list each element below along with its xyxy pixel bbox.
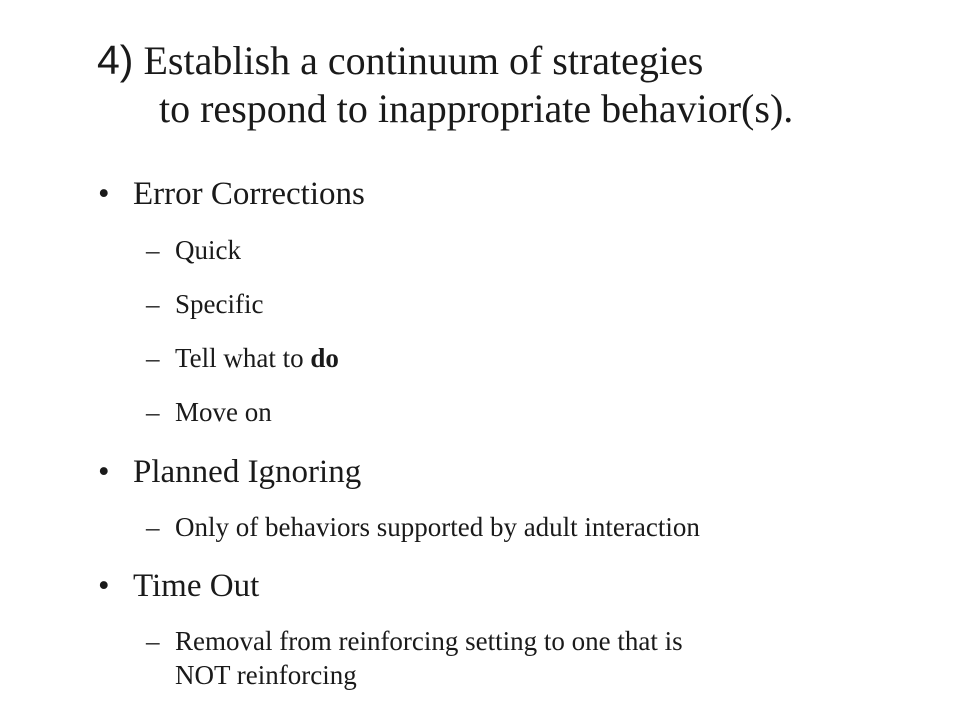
dash-icon: – (146, 289, 160, 319)
bullet-icon: • (98, 568, 110, 604)
dash-icon: – (146, 343, 160, 373)
title-line-1: Establish a continuum of strategies (143, 38, 704, 83)
bullet-heading: Error Corrections (133, 176, 365, 212)
sub-item-text: Move on (175, 397, 272, 427)
sub-item-text: Only of behaviors supported by adult interaction (175, 512, 700, 542)
emphasis-word: do (310, 343, 339, 373)
sub-item-specific (146, 287, 926, 321)
sub-item-move-on (146, 395, 926, 429)
slide-title (97, 36, 937, 133)
sub-item-text: Tell what to (175, 343, 311, 373)
bullet-planned-ignoring (98, 452, 361, 492)
bullet-error-corrections (98, 174, 365, 214)
sub-item-text: Specific (175, 289, 264, 319)
sub-item-text: Quick (175, 235, 241, 265)
sub-item-only-of-behaviors (146, 510, 926, 544)
dash-icon: – (146, 397, 160, 427)
bullet-heading: Time Out (133, 568, 260, 604)
bullet-time-out (98, 566, 259, 606)
title-line-2: to respond to inappropriate behavior(s). (159, 86, 794, 131)
sub-item-quick (146, 233, 926, 267)
dash-icon: – (146, 235, 160, 265)
dash-icon: – (146, 512, 160, 542)
bullet-icon: • (98, 454, 110, 490)
sub-item-text: Removal from reinforcing setting to one that is (175, 626, 683, 656)
bullet-heading: Planned Ignoring (133, 454, 362, 490)
dash-icon: – (146, 626, 160, 656)
title-number: 4) (97, 37, 134, 83)
bullet-icon: • (98, 176, 110, 212)
sub-item-removal (146, 624, 926, 692)
sub-item-tell-what-to-do (146, 341, 926, 375)
sub-item-continuation: NOT reinforcing (175, 660, 357, 690)
